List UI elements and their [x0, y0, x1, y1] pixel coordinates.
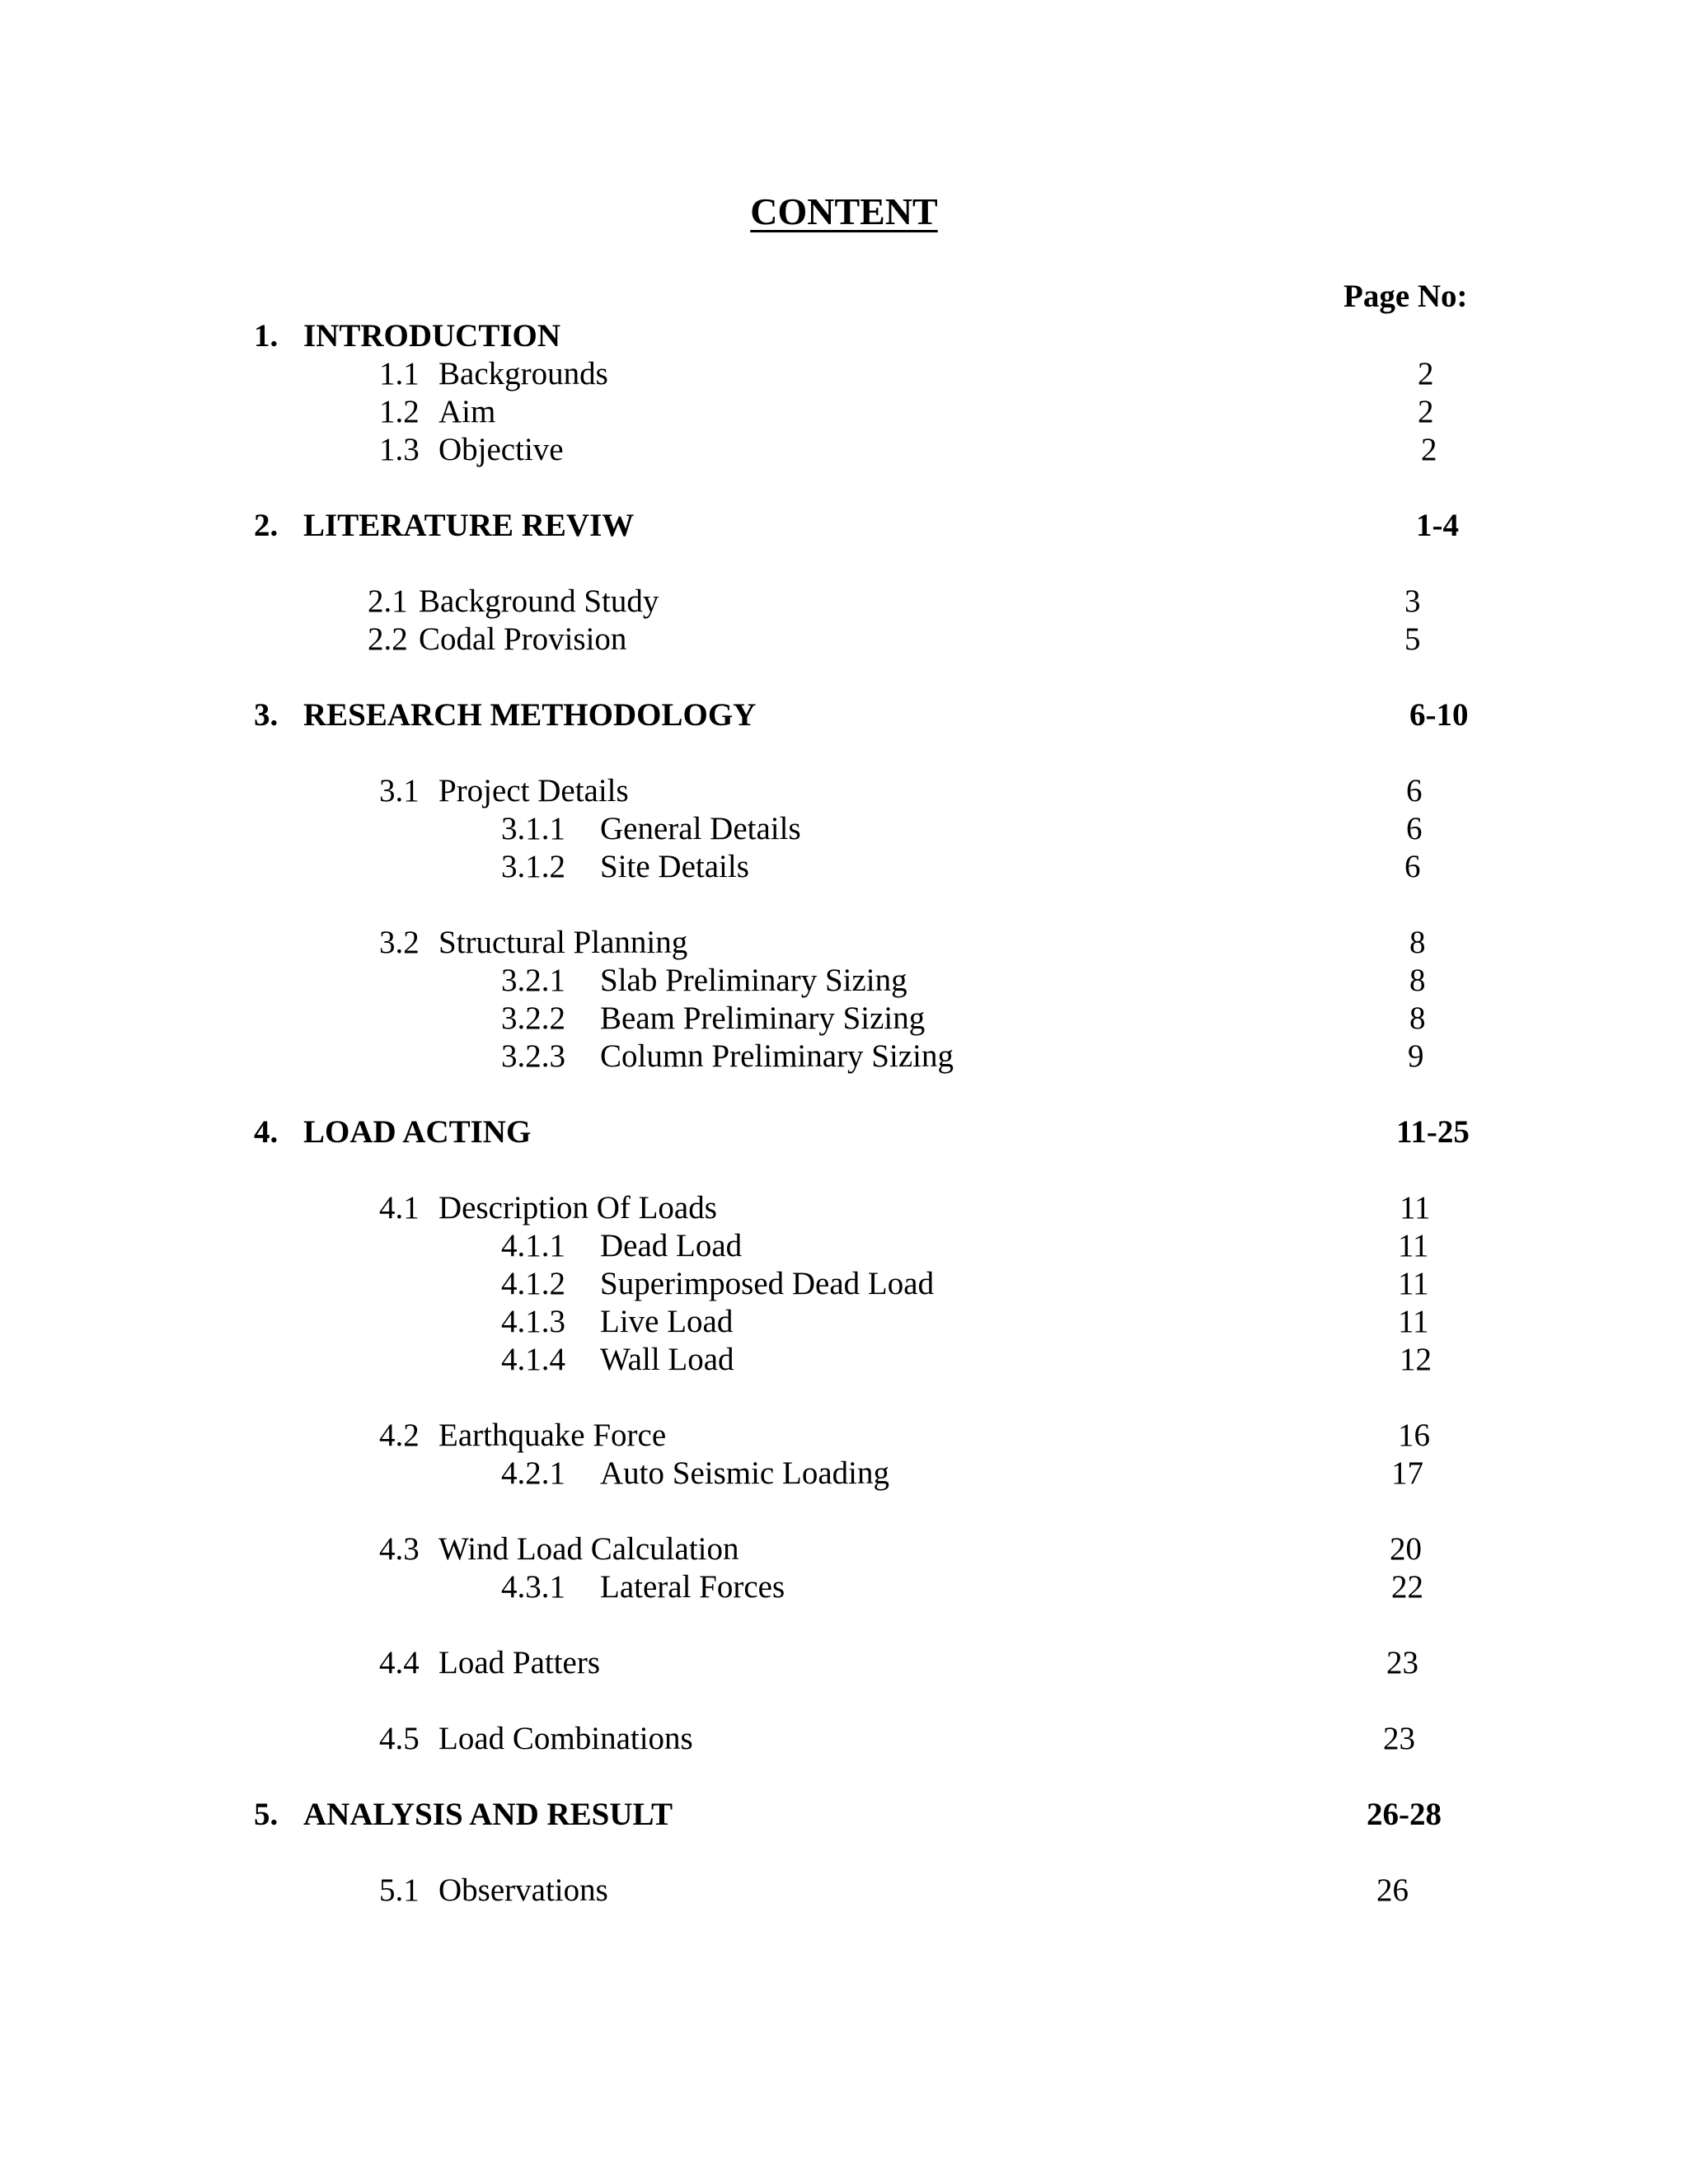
subsection-title: Superimposed Dead Load	[600, 1266, 935, 1301]
subsection-number: 4.1.1	[501, 1228, 565, 1263]
section-page: 5	[1404, 621, 1421, 657]
section-title: Project Details	[438, 773, 629, 808]
section-title: Codal Provision	[419, 621, 627, 657]
section-title: Wind Load Calculation	[438, 1531, 739, 1567]
chapter-title: RESEARCH METHODOLOGY	[303, 697, 757, 733]
section-page: 6	[1404, 849, 1421, 884]
subsection-title: Column Preliminary Sizing	[600, 1038, 954, 1074]
section-page: 26	[1376, 1872, 1409, 1908]
chapter-pages: 6-10	[1409, 697, 1469, 733]
subsection-title: Beam Preliminary Sizing	[600, 1001, 926, 1036]
section-page: 8	[1409, 963, 1426, 998]
subsection-title: Lateral Forces	[600, 1569, 785, 1605]
section-page: 23	[1383, 1721, 1415, 1756]
page-title: CONTENT	[750, 190, 938, 232]
chapter-number: 4.	[254, 1114, 279, 1150]
section-title: Objective	[438, 432, 564, 467]
chapter-number: 2.	[254, 508, 279, 543]
subsection-number: 4.1.4	[501, 1342, 565, 1377]
subsection-number: 3.2.1	[501, 963, 565, 998]
section-page: 2	[1418, 356, 1434, 391]
section-number: 4.2	[379, 1418, 420, 1453]
subsection-title: Dead Load	[600, 1228, 743, 1263]
chapter-pages: 11-25	[1396, 1114, 1470, 1150]
section-title: Load Combinations	[438, 1721, 693, 1756]
section-page: 8	[1409, 1001, 1426, 1036]
chapter-pages: 26-28	[1367, 1797, 1442, 1832]
section-number: 4.3	[379, 1531, 420, 1567]
subsection-title: Site Details	[600, 849, 749, 884]
section-page: 23	[1386, 1645, 1418, 1680]
chapter-number: 3.	[254, 697, 279, 733]
section-page: 20	[1390, 1531, 1422, 1567]
section-title: Background Study	[419, 583, 659, 619]
section-number: 4.4	[379, 1645, 420, 1680]
section-page: 11	[1398, 1304, 1429, 1339]
subsection-number: 3.2.2	[501, 1001, 565, 1036]
chapter-number: 5.	[254, 1797, 279, 1832]
subsection-number: 3.1.1	[501, 811, 565, 846]
chapter-title: LOAD ACTING	[303, 1114, 532, 1150]
subsection-title: Live Load	[600, 1304, 734, 1339]
section-title: Description Of Loads	[438, 1190, 717, 1226]
section-number: 3.1	[379, 773, 420, 808]
subsection-number: 3.2.3	[501, 1038, 565, 1074]
section-title: Load Patters	[438, 1645, 601, 1680]
subsection-title: Slab Preliminary Sizing	[600, 963, 907, 998]
chapter-pages: 1-4	[1416, 508, 1459, 543]
section-number: 1.3	[379, 432, 420, 467]
section-title: Aim	[438, 394, 496, 429]
section-page: 2	[1421, 432, 1437, 467]
subsection-title: Auto Seismic Loading	[600, 1455, 889, 1491]
chapter-title: LITERATURE REVIW	[303, 508, 635, 543]
subsection-title: Wall Load	[600, 1342, 734, 1377]
section-page: 12	[1400, 1342, 1432, 1377]
section-page: 3	[1404, 583, 1421, 619]
chapter-number: 1.	[254, 318, 279, 354]
page-number-header: Page No:	[1343, 279, 1468, 314]
section-page: 9	[1408, 1038, 1424, 1074]
section-page: 11	[1398, 1228, 1429, 1263]
section-number: 1.2	[379, 394, 420, 429]
section-page: 2	[1418, 394, 1434, 429]
section-number: 5.1	[379, 1872, 420, 1908]
section-title: Backgrounds	[438, 356, 608, 391]
section-page: 11	[1400, 1190, 1431, 1226]
subsection-title: General Details	[600, 811, 801, 846]
section-page: 11	[1398, 1266, 1429, 1301]
section-title: Earthquake Force	[438, 1418, 667, 1453]
section-title: Observations	[438, 1872, 608, 1908]
chapter-title: INTRODUCTION	[303, 318, 561, 354]
chapter-title: ANALYSIS AND RESULT	[303, 1797, 673, 1832]
section-number: 4.1	[379, 1190, 420, 1226]
subsection-number: 3.1.2	[501, 849, 565, 884]
subsection-number: 4.1.3	[501, 1304, 565, 1339]
section-title: Structural Planning	[438, 925, 688, 960]
section-page: 8	[1409, 925, 1426, 960]
section-page: 6	[1406, 811, 1423, 846]
section-page: 6	[1406, 773, 1423, 808]
section-page: 17	[1391, 1455, 1423, 1491]
subsection-number: 4.2.1	[501, 1455, 565, 1491]
section-number: 4.5	[379, 1721, 420, 1756]
section-page: 16	[1398, 1418, 1430, 1453]
section-number: 2.1	[368, 583, 408, 619]
section-number: 3.2	[379, 925, 420, 960]
subsection-number: 4.3.1	[501, 1569, 565, 1605]
section-number: 2.2	[368, 621, 408, 657]
subsection-number: 4.1.2	[501, 1266, 565, 1301]
section-page: 22	[1391, 1569, 1423, 1605]
section-number: 1.1	[379, 356, 420, 391]
